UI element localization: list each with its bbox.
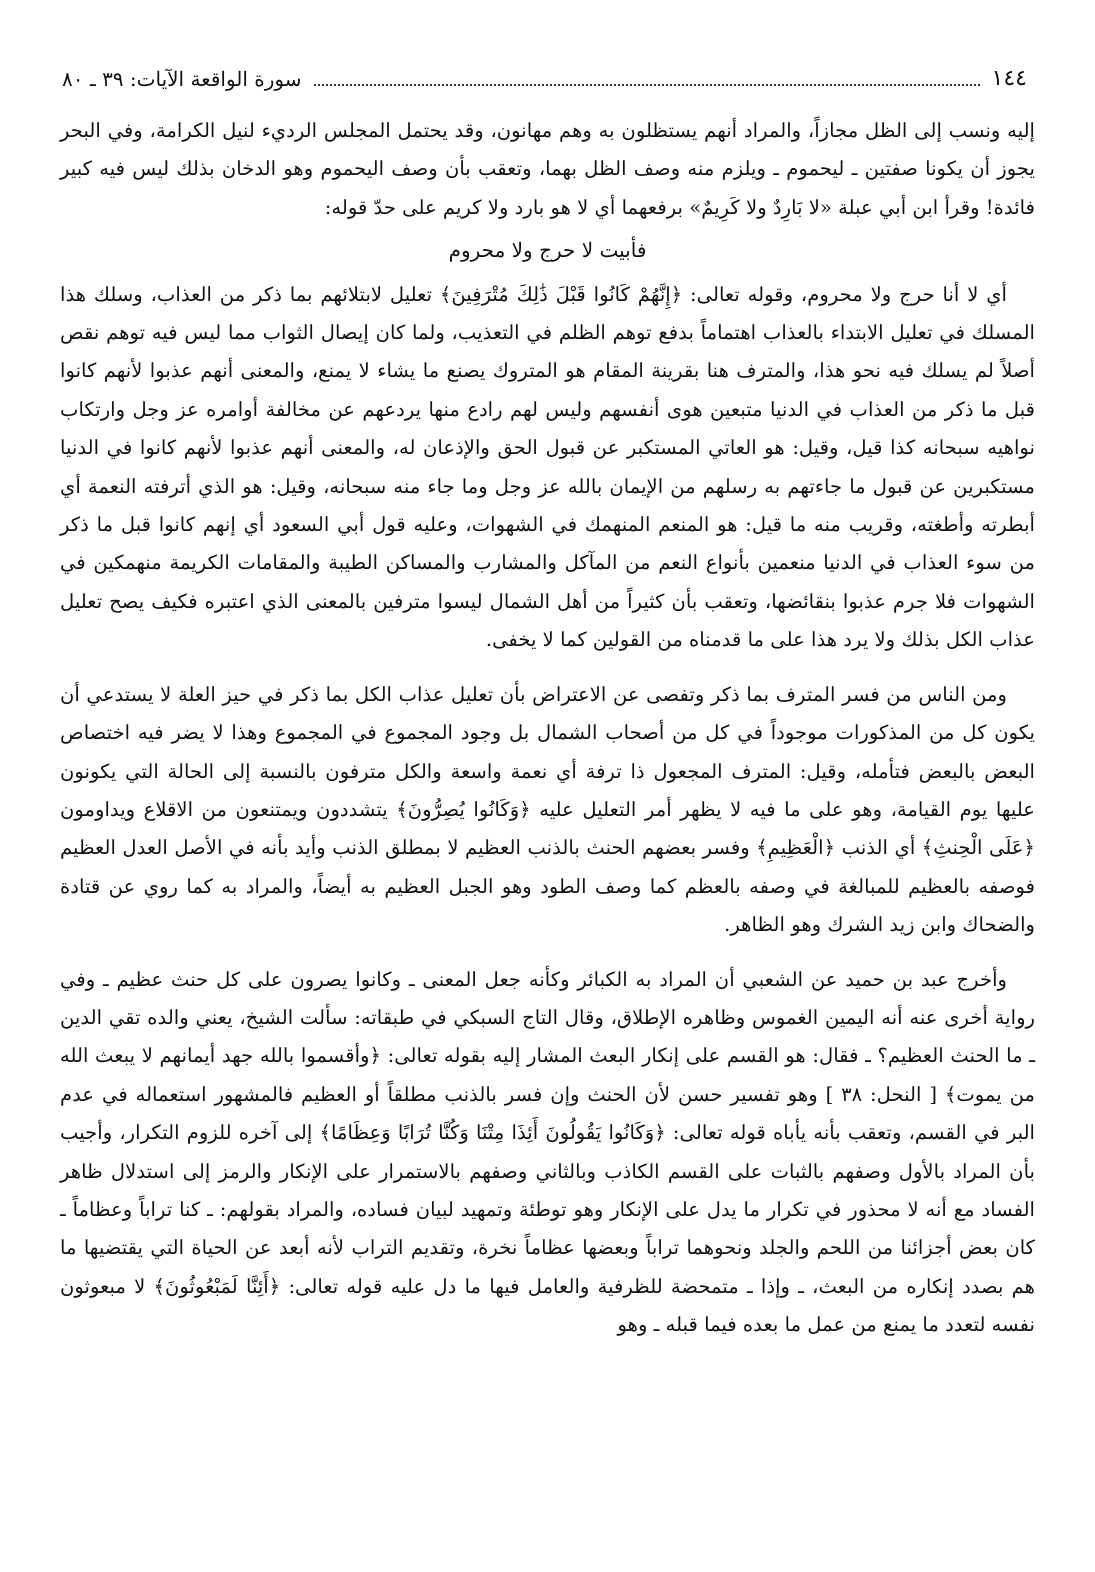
page-number: ١٤٤ — [991, 66, 1027, 91]
paragraph-2: أي لا أنا حرج ولا محروم، وقوله تعالى: ﴿إِنَّهُمْ كَانُوا قَبْلَ ذَٰلِكَ مُتْرَفِينَ﴾ تعليل لابتلائهم بما ذكر من العذاب، وسلك هذا المسلك في تعليل الابتداء بالعذاب اهتماماً بدفع توهم الظلم في التعذيب، ولما كان إيصال الثواب مما ليس فيه توهم نقص أصلاً لم يسلك فيه نحو هذا، والمترف هنا بقرينة المقام هو المتروك يصنع ما يشاء لا يمنع، والمعنى أنهم عذبوا لأنهم كانوا قبل ما ذكر من العذاب في الدنيا متبعين هوى أنفسهم وليس لهم رادع منها يردعهم عن مخالفة أوامره عز وجل وارتكاب نواهيه سبحانه كذا قيل، وقيل: هو العاتي المستكبر عن قبول الحق والإذعان له، والمعنى أنهم عذبوا لأنهم كانوا في الدنيا مستكبرين عن قبول ما جاءتهم به رسلهم من الإيمان بالله عز وجل وما جاء منه سبحانه، وقيل: هو الذي أترفته النعمة أي أبطرته وأطغته، وقريب منه ما قيل: هو المنعم المنهمك في الشهوات، وعليه قول أبي السعود أي إنهم كانوا قبل ما ذكر من سوء العذاب في الدنيا منعمين بأنواع النعم من المآكل والمشارب والمساكن الطيبة والمقامات الكريمة منهمكين في الشهوات فلا جرم عذبوا بنقائضها، وتعقب بأن كثيراً من أهل الشمال ليسوا مترفين بالمعنى الذي اعتبره فكيف يصح تعليل عذاب الكل بذلك ولا يرد هذا على ما قدمناه من القولين كما لا يخفى. — [60, 282, 1035, 652]
poetry-verse: فأبيت لا حرج ولا محروم — [448, 238, 647, 263]
page-header — [62, 66, 1027, 91]
running-title: سورة الواقعة الآيات: ٣٩ ـ ٨٠ — [62, 66, 302, 91]
header-dotted-leader — [314, 84, 980, 86]
paragraph-4: وأخرج عبد بن حميد عن الشعبي أن المراد به الكبائر وكأنه جعل المعنى ـ وكانوا يصرون على كل حنث عظيم ـ وفي رواية أخرى عنه أنه اليمين الغموس وظاهره الإطلاق، وقال التاج السبكي في طبقاته: سألت الشيخ، يعني والده تقي الدين ـ ما الحنث العظيم؟ ـ فقال: هو القسم على إنكار البعث المشار إليه بقوله تعالى: ﴿وأقسموا بالله جهد أيمانهم لا يبعث الله من يموت﴾ [ النحل: ٣٨ ] وهو تفسير حسن لأن الحنث وإن فسر بالذنب مطلقاً أو العظيم فالمشهور استعماله في عدم البر في القسم، وتعقب بأنه يأباه قوله تعالى: ﴿وَكَانُوا يَقُولُونَ أَئِذَا مِتْنَا وَكُنَّا تُرَابًا وَعِظَامًا﴾ إلى آخره للزوم التكرار، وأجيب بأن المراد بالأول وصفهم بالثبات على القسم الكاذب وبالثاني وصفهم بالاستمرار على الإنكار والرمز إلى استدلال ظاهر الفساد مع أنه لا محذور في تكرار ما يدل على الإنكار وهو توطئة وتمهيد لبيان فساده، والمراد بقولهم: ـ كنا تراباً وعظاماً ـ كان بعض أجزائنا من اللحم والجلد ونحوهما تراباً وبعضها عظاماً نخرة، وتقديم التراب لأنه أبعد عن الحياة التي يقتضيها ما هم بصدد إنكاره من البعث، ـ وإذا ـ متمحضة للظرفية والعامل فيها ما دل عليه قوله تعالى: ﴿أَئِنَّا لَمَبْعُوثُونَ﴾ لا مبعوثون نفسه لتعدد ما يمنع من عمل ما بعده فيما قبله ـ وهو — [60, 967, 1036, 1337]
paragraph-3: ومن الناس من فسر المترف بما ذكر وتفصى عن الاعتراض بأن تعليل عذاب الكل بما ذكر في حيز العلة لا يستدعي أن يكون كل من المذكورات موجوداً في كل من أصحاب الشمال بل وجود المجموع في المجموع وهذا لا يضر فيه اختصاص البعض بالبعض فتأمله، وقيل: المترف المجعول ذا ترفة أي نعمة واسعة والكل مترفون بالنسبة إلى الحالة التي يكونون عليها يوم القيامة، وهو على ما فيه لا يظهر أمر التعليل عليه ﴿وَكَانُوا يُصِرُّونَ﴾ يتشددون ويمتنعون من الاقلاع ويداومون ﴿عَلَى الْحِنثِ﴾ أي الذنب ﴿الْعَظِيمِ﴾ وفسر بعضهم الحنث بالذنب العظيم لا بمطلق الذنب وأيد بأنه في الأصل العدل العظيم فوصفه بالعظيم للمبالغة في وصفه بالعظم كما وصف الطود وهو الجبل العظيم به أيضاً، والمراد به كما روي عن قتادة والضحاك وابن زيد الشرك وهو الظاهر. — [60, 682, 1035, 937]
page-body — [60, 112, 1035, 1345]
paragraph-1: إليه ونسب إلى الظل مجازاً، والمراد أنهم يستظلون به وهم مهانون، وقد يحتمل المجلس الرديء لنيل الكرامة، وفي البحر يجوز أن يكونا صفتين ـ ليحموم ـ ويلزم منه وصف الظل بهما، وتعقب بأن وصف اليحموم وهو الدخان بذلك ليس فيه كبير فائدة! وقرأ ابن أبي عبلة «لا بَارِدٌ ولا كَرِيمٌ» برفعهما أي لا هو بارد ولا كريم على حدّ قوله: — [60, 119, 1035, 219]
